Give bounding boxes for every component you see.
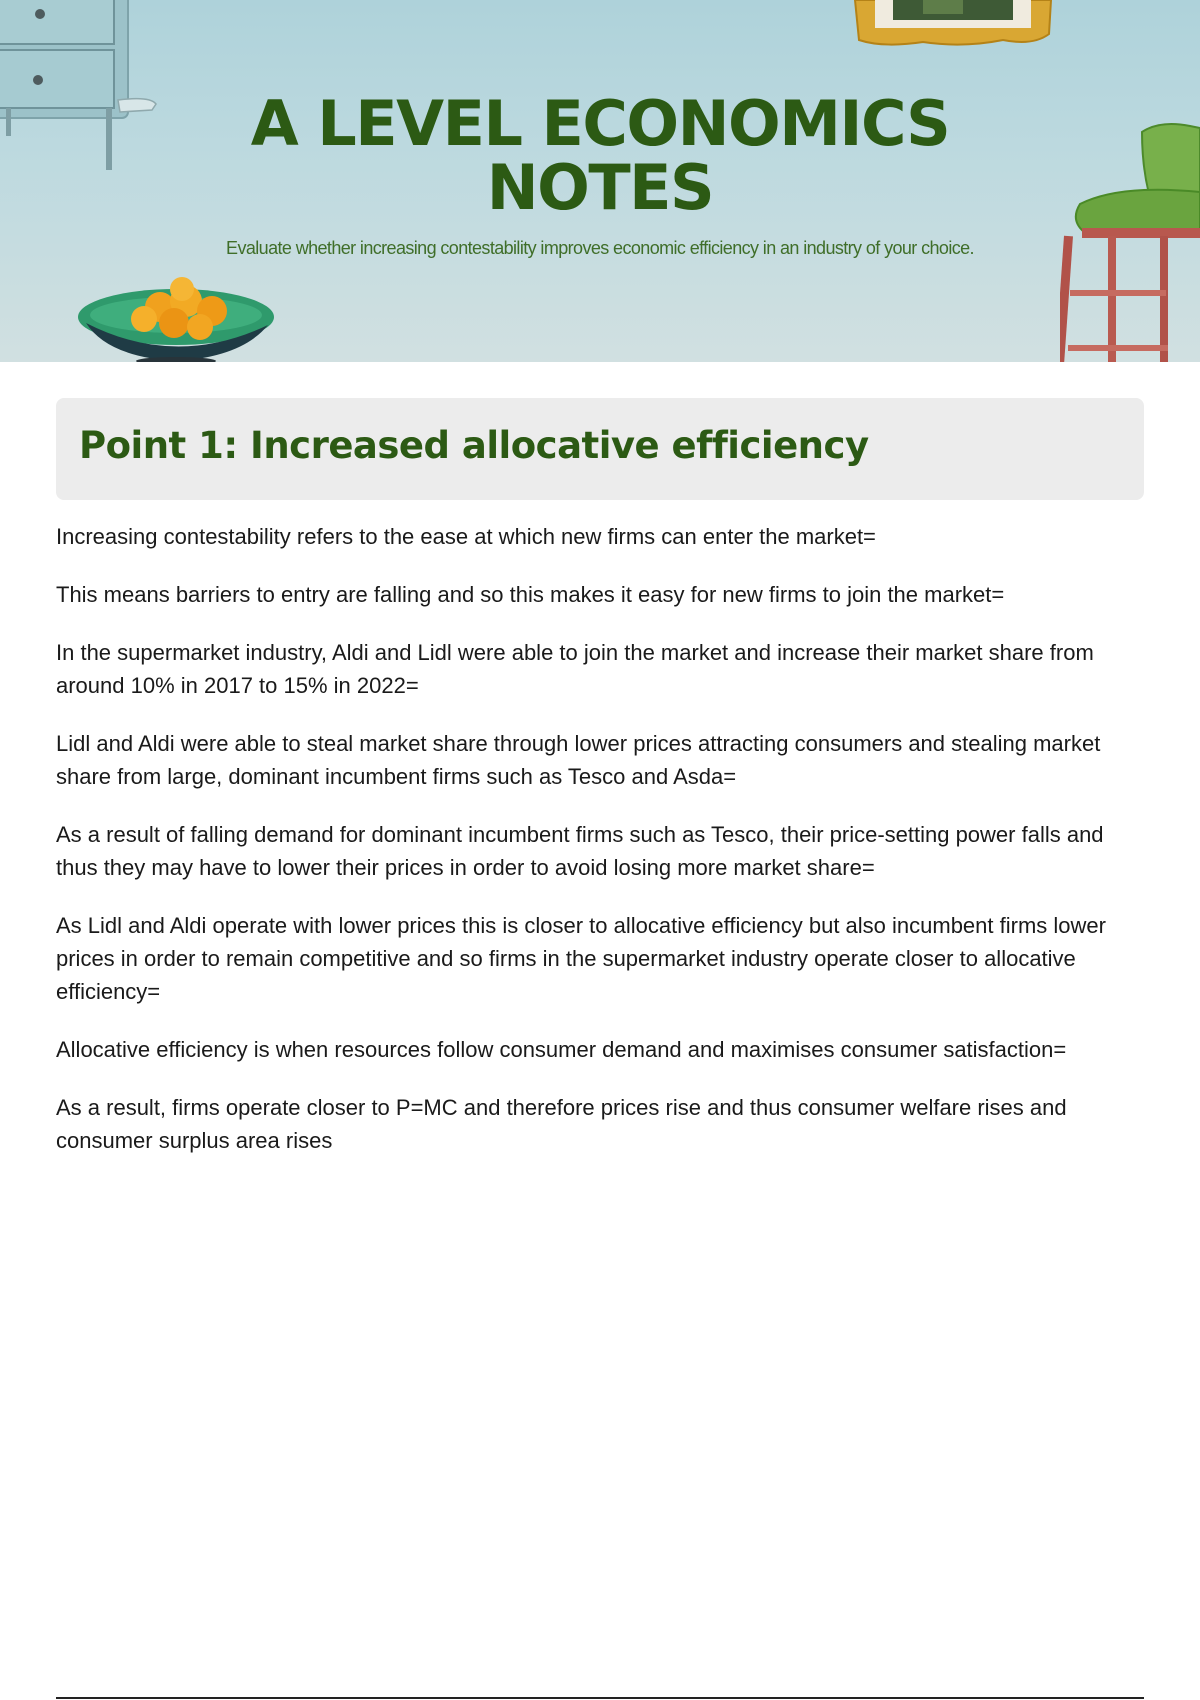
paragraph: As Lidl and Aldi operate with lower prices this is closer to allocative efficiency but also incumbent firms lower prices in order to remain competitive and so firms in the supermarket industry operate closer to allocative efficiency= <box>56 913 1106 1004</box>
section-heading-box <box>56 398 1144 500</box>
page-title <box>0 87 1200 224</box>
paragraph: This means barriers to entry are falling and so this makes it easy for new firms to join the market= <box>56 582 1005 607</box>
paragraph: In the supermarket industry, Aldi and Lidl were able to join the market and increase their market share from around 10% in 2017 to 15% in 2022= <box>56 640 1094 698</box>
fruit-bowl-icon <box>72 275 287 362</box>
header-banner <box>0 0 1200 362</box>
paragraph: Allocative efficiency is when resources follow consumer demand and maximises consumer satisfaction= <box>56 1037 1067 1062</box>
title-line-1: A LEVEL ECONOMICS <box>250 87 950 160</box>
title-line-2: NOTES <box>486 151 714 224</box>
notes-body <box>56 520 1146 1182</box>
paragraph: Increasing contestability refers to the ease at which new firms can enter the market= <box>56 524 876 549</box>
paragraph: As a result of falling demand for dominant incumbent firms such as Tesco, their price-setting power falls and thus they may have to lower their prices in order to avoid losing more market share= <box>56 822 1104 880</box>
page-subtitle: Evaluate whether increasing contestability improves economic efficiency in an industry of your choice. <box>226 238 974 258</box>
paragraph: Lidl and Aldi were able to steal market share through lower prices attracting consumers and stealing market share from large, dominant incumbent firms such as Tesco and Asda= <box>56 731 1101 789</box>
section-heading: Point 1: Increased allocative efficiency <box>79 424 869 467</box>
framed-picture-icon <box>853 0 1053 50</box>
footer-divider <box>56 1697 1144 1699</box>
paragraph: As a result, firms operate closer to P=MC and therefore prices rise and thus consumer welfare rises and consumer surplus area rises <box>56 1095 1067 1153</box>
